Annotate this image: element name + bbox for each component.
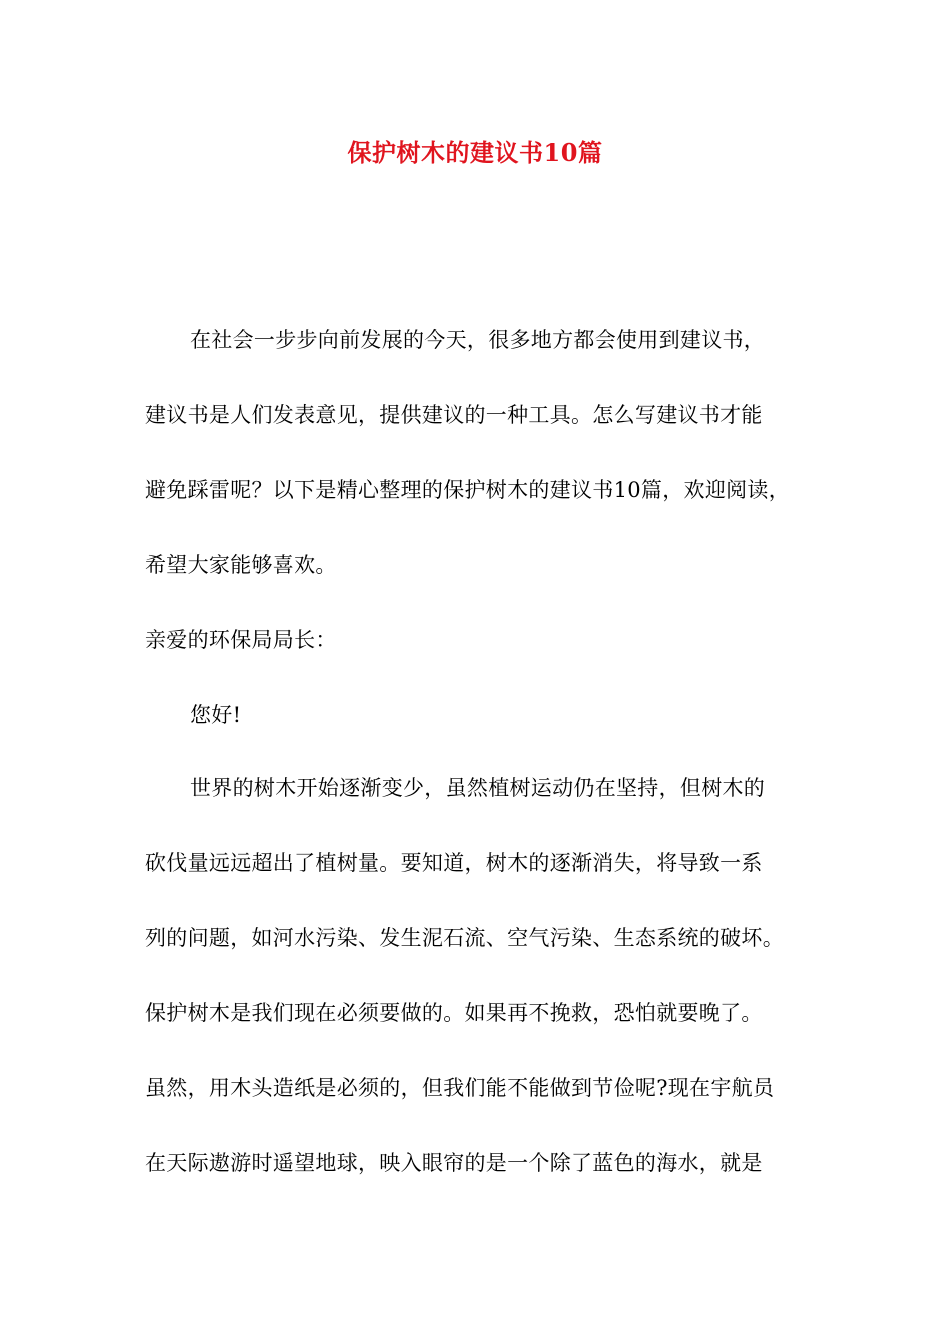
- salutation: 亲爱的环保局局长：: [145, 628, 337, 652]
- document-title: 保护树木的建议书10篇: [347, 138, 603, 167]
- paragraph-line: 世界的树木开始逐渐变少，虽然植树运动仍在坚持，但树木的: [190, 776, 766, 800]
- paragraph-line: 避免踩雷呢？以下是精心整理的保护树木的建议书10篇，欢迎阅读，: [145, 478, 791, 502]
- paragraph-line: 虽然，用木头造纸是必须的，但我们能不能做到节俭呢?现在宇航员: [145, 1076, 775, 1100]
- paragraph-line: 在天际遨游时遥望地球，映入眼帘的是一个除了蓝色的海水，就是: [145, 1151, 763, 1175]
- paragraph-line: 建议书是人们发表意见，提供建议的一种工具。怎么写建议书才能: [145, 403, 763, 427]
- paragraph-line: 列的问题，如河水污染、发生泥石流、空气污染、生态系统的破坏。: [145, 926, 784, 950]
- paragraph-line: 希望大家能够喜欢。: [145, 553, 337, 577]
- greeting: 您好!: [190, 703, 242, 727]
- paragraph-line: 在社会一步步向前发展的今天，很多地方都会使用到建议书，: [190, 328, 766, 352]
- paragraph-line: 保护树木是我们现在必须要做的。如果再不挽救，恐怕就要晚了。: [145, 1001, 763, 1025]
- paragraph-line: 砍伐量远远超出了植树量。要知道，树木的逐渐消失，将导致一系: [145, 851, 763, 875]
